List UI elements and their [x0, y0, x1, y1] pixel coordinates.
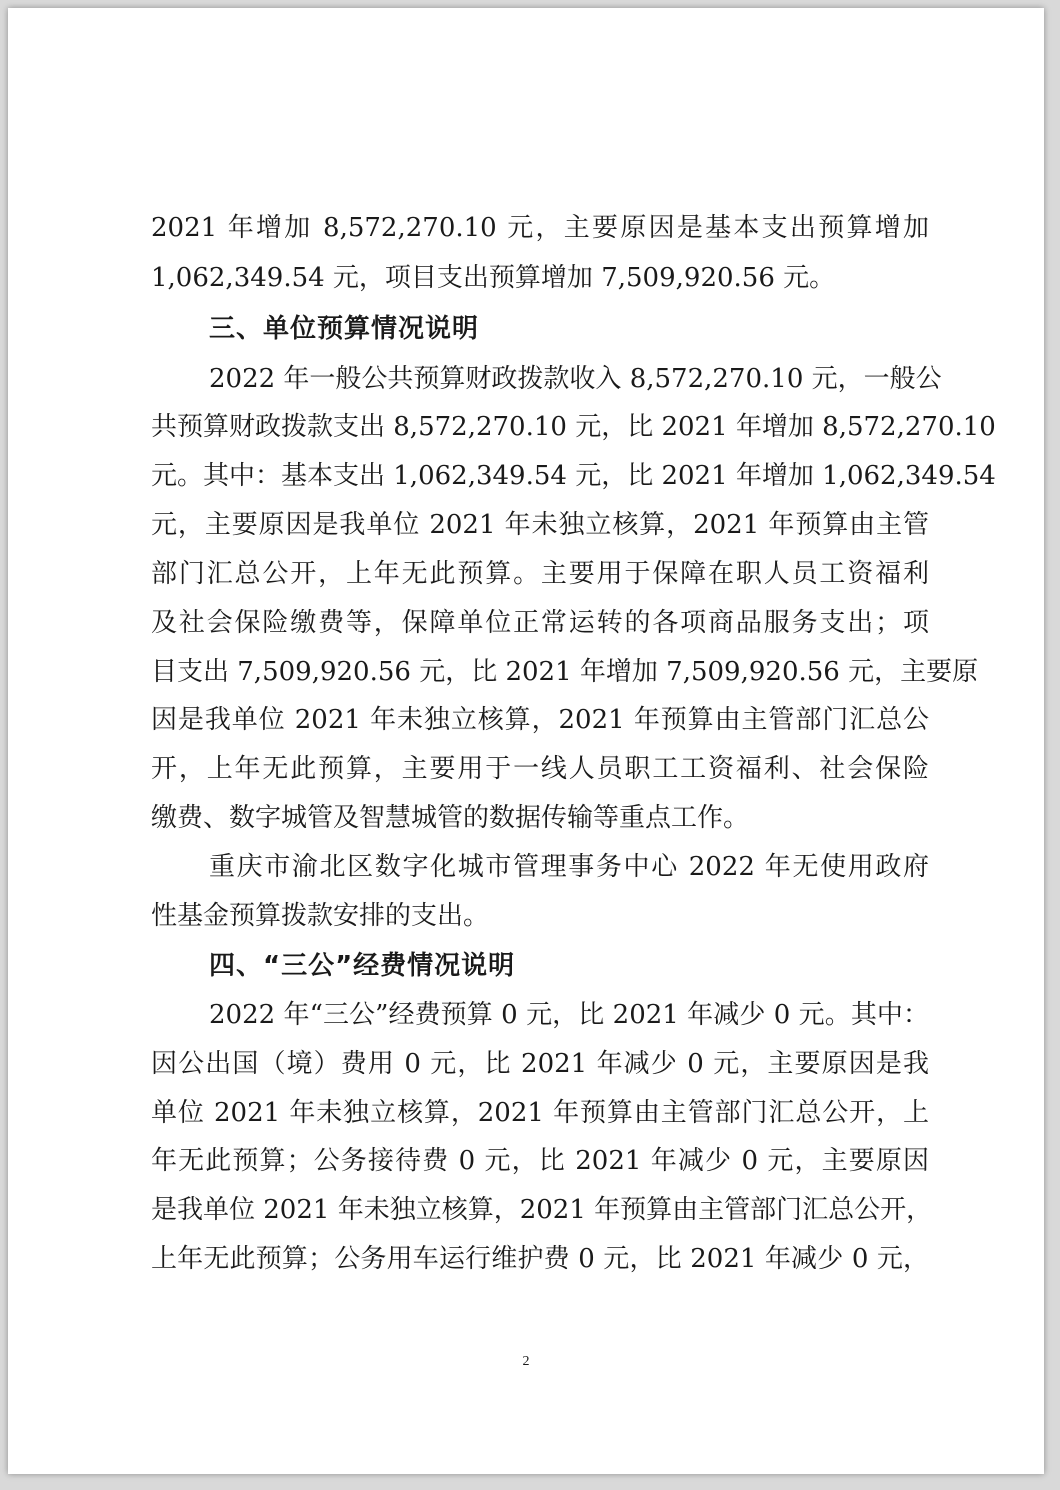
text-line-4: 2022 年一般公共预算财政拨款收入 8,572,270.10 元，一般公 [209, 364, 942, 394]
text-line-19: 单位 2021 年未独立核算，2021 年预算由主管部门汇总公开，上 [151, 1098, 929, 1128]
text-line-2: 1,062,349.54 元，项目支出预算增加 7,509,920.56 元。 [151, 263, 836, 293]
text-line-15: 性基金预算拨款安排的支出。 [151, 901, 490, 931]
text-line-22: 上年无此预算；公务用车运行维护费 0 元，比 2021 年减少 0 元， [151, 1244, 929, 1274]
document-page [8, 8, 1044, 1474]
text-line-18: 因公出国（境）费用 0 元，比 2021 年减少 0 元，主要原因是我 [151, 1049, 929, 1079]
text-line-9: 及社会保险缴费等，保障单位正常运转的各项商品服务支出；项 [151, 608, 929, 638]
text-line-21: 是我单位 2021 年未独立核算，2021 年预算由主管部门汇总公开， [151, 1195, 933, 1225]
section-heading-4: 四、“三公”经费情况说明 [209, 951, 516, 981]
text-line-7: 元，主要原因是我单位 2021 年未独立核算，2021 年预算由主管 [151, 510, 929, 540]
text-line-12: 开，上年无此预算，主要用于一线人员职工工资福利、社会保险 [151, 754, 929, 784]
page-number: 2 [522, 1354, 530, 1369]
text-line-8: 部门汇总公开，上年无此预算。主要用于保障在职人员工资福利 [151, 559, 929, 589]
text-line-13: 缴费、数字城管及智慧城管的数据传输等重点工作。 [151, 803, 750, 833]
text-line-5: 共预算财政拨款支出 8,572,270.10 元，比 2021 年增加 8,572,270.10 [151, 412, 996, 442]
text-line-6: 元。其中：基本支出 1,062,349.54 元，比 2021 年增加 1,062,349.54 [151, 461, 996, 491]
text-line-1: 2021 年增加 8,572,270.10 元，主要原因是基本支出预算增加 [151, 213, 929, 243]
text-line-20: 年无此预算；公务接待费 0 元，比 2021 年减少 0 元，主要原因 [151, 1146, 929, 1176]
text-line-11: 因是我单位 2021 年未独立核算，2021 年预算由主管部门汇总公 [151, 705, 929, 735]
section-heading-3: 三、单位预算情况说明 [209, 314, 480, 344]
text-line-14: 重庆市渝北区数字化城市管理事务中心 2022 年无使用政府 [209, 852, 929, 882]
text-line-17: 2022 年“三公”经费预算 0 元，比 2021 年减少 0 元。其中： [209, 1000, 929, 1030]
text-line-10: 目支出 7,509,920.56 元，比 2021 年增加 7,509,920.56 元，主要原 [151, 657, 979, 687]
